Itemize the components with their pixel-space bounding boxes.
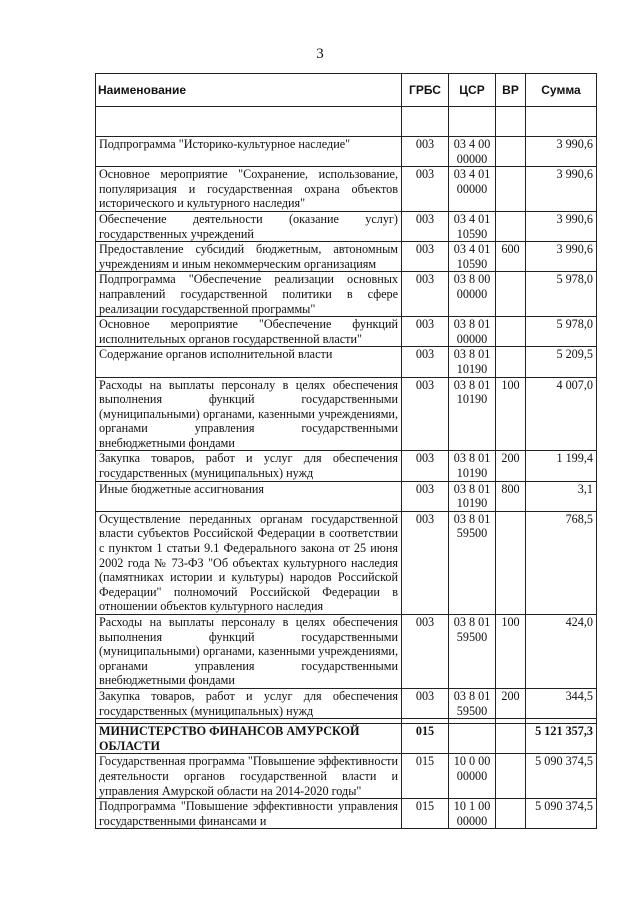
cell-sum: 5 090 374,5: [526, 754, 597, 799]
cell-name: Расходы на выплаты персоналу в целях обеспечения выполнения функций государственными (муниципальными) органами, казенными учреждениями, органами управления государственными внебюджетными фондами: [96, 615, 402, 689]
cell-sum: 3 990,6: [526, 242, 597, 272]
table-row: [96, 167, 597, 212]
cell-sum: 424,0: [526, 615, 597, 689]
cell-name: Иные бюджетные ассигнования: [96, 481, 402, 511]
cell-csr: 03 4 01 10590: [449, 242, 496, 272]
cell-vr: [496, 317, 526, 347]
cell-name: Государственная программа "Повышение эффективности деятельности органов государственной власти и управления Амурской области на 2014-2020 годы": [96, 754, 402, 799]
cell-csr: 03 4 01 00000: [449, 167, 496, 212]
table-header-row: [96, 74, 597, 107]
cell-vr: 100: [496, 377, 526, 451]
cell-vr: [496, 211, 526, 241]
cell-csr: 03 4 00 00000: [449, 137, 496, 167]
cell-sum: 3,1: [526, 481, 597, 511]
table-row: [96, 377, 597, 451]
cell-name: МИНИСТЕРСТВО ФИНАНСОВ АМУРСКОЙ ОБЛАСТИ: [96, 724, 402, 754]
cell-grbs: 003: [402, 451, 449, 481]
cell-vr: 100: [496, 615, 526, 689]
table-row: [96, 481, 597, 511]
table-row: [96, 724, 597, 754]
table-row: [96, 754, 597, 799]
cell-name: Закупка товаров, работ и услуг для обеспечения государственных (муниципальных) нужд: [96, 688, 402, 718]
cell-grbs: 003: [402, 211, 449, 241]
cell-name: Основное мероприятие "Обеспечение функций исполнительных органов государственной власти": [96, 317, 402, 347]
cell-csr: 03 8 01 00000: [449, 317, 496, 347]
header-csr: ЦСР: [449, 74, 496, 107]
cell-grbs: 003: [402, 272, 449, 317]
header-sum: Сумма: [526, 74, 597, 107]
cell-name: Расходы на выплаты персоналу в целях обеспечения выполнения функций государственными (муниципальными) органами, казенными учреждениями, органами управления государственными внебюджетными фондами: [96, 377, 402, 451]
cell-sum: 5 121 357,3: [526, 724, 597, 754]
cell-sum: 4 007,0: [526, 377, 597, 451]
cell-grbs: 003: [402, 347, 449, 377]
cell-grbs: 003: [402, 242, 449, 272]
cell-csr: 03 4 01 10590: [449, 211, 496, 241]
cell-csr: 10 1 00 00000: [449, 799, 496, 829]
cell-vr: [496, 272, 526, 317]
cell-sum: 344,5: [526, 688, 597, 718]
table-row: [96, 242, 597, 272]
cell-name: Основное мероприятие "Сохранение, использование, популяризация и государственная охрана объектов исторического и культурного наследия": [96, 167, 402, 212]
cell-grbs: 003: [402, 137, 449, 167]
cell-sum: 5 209,5: [526, 347, 597, 377]
cell-sum: 5 978,0: [526, 317, 597, 347]
budget-table: [95, 73, 597, 829]
table-row: [96, 511, 597, 614]
cell-vr: [496, 799, 526, 829]
table-row: [96, 317, 597, 347]
cell-grbs: 003: [402, 317, 449, 347]
header-vr: ВР: [496, 74, 526, 107]
cell-grbs: 003: [402, 615, 449, 689]
cell-sum: 3 990,6: [526, 167, 597, 212]
cell-csr: 03 8 01 59500: [449, 511, 496, 614]
cell-vr: [496, 347, 526, 377]
cell-sum: 5 978,0: [526, 272, 597, 317]
cell-grbs: 003: [402, 481, 449, 511]
cell-name: Предоставление субсидий бюджетным, автономным учреждениям и иным некоммерческим организациям: [96, 242, 402, 272]
cell-name: Подпрограмма "Повышение эффективности управления государственными финансами и: [96, 799, 402, 829]
cell-sum: 3 990,6: [526, 211, 597, 241]
cell-csr: 03 8 01 10190: [449, 347, 496, 377]
cell-csr: 10 0 00 00000: [449, 754, 496, 799]
page-number: 3: [316, 46, 324, 62]
cell-csr: 03 8 01 59500: [449, 615, 496, 689]
cell-vr: [496, 724, 526, 754]
header-name: Наименование: [96, 74, 402, 107]
cell-vr: [496, 511, 526, 614]
cell-grbs: 003: [402, 511, 449, 614]
table-row: [96, 211, 597, 241]
cell-name: Осуществление переданных органам государственной власти субъектов Российской Федерации в соответствии с пунктом 1 статьи 9.1 Федерального закона от 25 июня 2002 года № 73-ФЗ "Об объектах культурного наследия (памятниках истории и культуры) народов Российской Федерации" полномочий Российской Федерации в отношении объектов культурного наследия: [96, 511, 402, 614]
cell-csr: 03 8 01 10190: [449, 481, 496, 511]
cell-vr: 800: [496, 481, 526, 511]
cell-grbs: 003: [402, 377, 449, 451]
empty-row: [96, 107, 597, 137]
table-row: [96, 799, 597, 829]
cell-grbs: 003: [402, 167, 449, 212]
cell-vr: 200: [496, 451, 526, 481]
table-row: [96, 347, 597, 377]
cell-name: Закупка товаров, работ и услуг для обеспечения государственных (муниципальных) нужд: [96, 451, 402, 481]
cell-csr: 03 8 01 10190: [449, 377, 496, 451]
cell-sum: 3 990,6: [526, 137, 597, 167]
cell-csr: [449, 724, 496, 754]
cell-name: Подпрограмма "Обеспечение реализации основных направлений государственной политики в сфере реализации государственной программы": [96, 272, 402, 317]
table-row: [96, 272, 597, 317]
cell-sum: 1 199,4: [526, 451, 597, 481]
cell-vr: [496, 754, 526, 799]
cell-name: Обеспечение деятельности (оказание услуг) государственных учреждений: [96, 211, 402, 241]
table-row: [96, 688, 597, 718]
cell-grbs: 015: [402, 724, 449, 754]
cell-vr: 600: [496, 242, 526, 272]
cell-vr: [496, 137, 526, 167]
table-row: [96, 615, 597, 689]
cell-vr: [496, 167, 526, 212]
table-row: [96, 451, 597, 481]
cell-sum: 768,5: [526, 511, 597, 614]
cell-csr: 03 8 00 00000: [449, 272, 496, 317]
cell-grbs: 015: [402, 799, 449, 829]
cell-name: Содержание органов исполнительной власти: [96, 347, 402, 377]
cell-csr: 03 8 01 10190: [449, 451, 496, 481]
cell-grbs: 003: [402, 688, 449, 718]
cell-csr: 03 8 01 59500: [449, 688, 496, 718]
table-row: [96, 137, 597, 167]
cell-name: Подпрограмма "Историко-культурное наследие": [96, 137, 402, 167]
header-grbs: ГРБС: [402, 74, 449, 107]
cell-grbs: 015: [402, 754, 449, 799]
cell-vr: 200: [496, 688, 526, 718]
cell-sum: 5 090 374,5: [526, 799, 597, 829]
